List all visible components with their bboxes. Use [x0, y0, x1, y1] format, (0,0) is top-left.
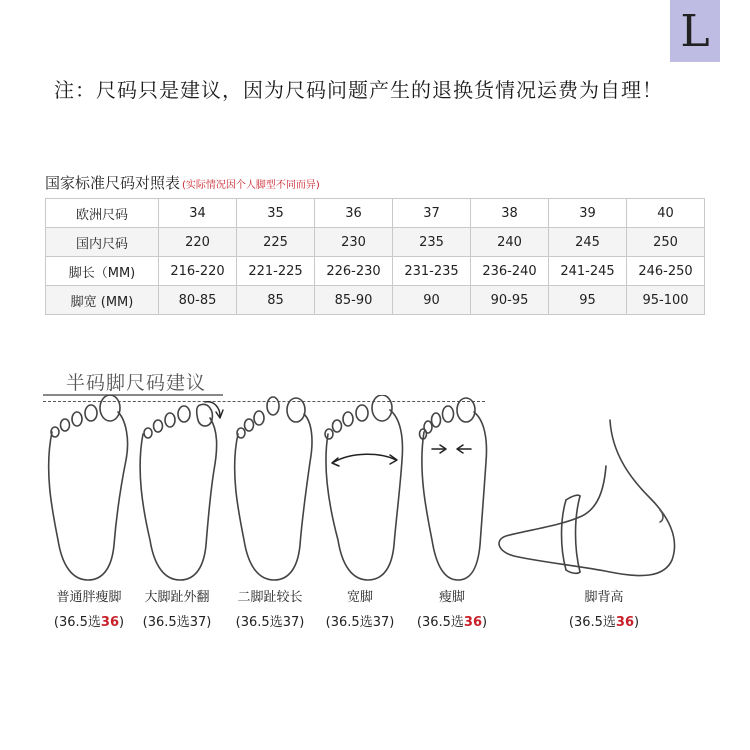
note-prefix: (36.5选: [235, 615, 283, 630]
note-prefix: (36.5选: [142, 615, 190, 630]
table-row-width: [46, 286, 705, 315]
row-label: 欧洲尺码: [46, 199, 159, 228]
foot-label-bunion: 大脚趾外翻: [144, 590, 210, 605]
table-cell: 236-240: [471, 257, 549, 286]
table-cell: 250: [627, 228, 705, 257]
normal-foot-icon: [49, 395, 128, 580]
return-notice: 注：尺码只是建议，因为尺码问题产生的退换货情况运费为自理！: [54, 78, 663, 102]
table-cell: 225: [237, 228, 315, 257]
table-cell: 221-225: [237, 257, 315, 286]
table-cell: 39: [549, 199, 627, 228]
note-value: 36: [615, 615, 635, 630]
foot-label-high-instep: 脚背高: [584, 590, 624, 605]
long-second-toe-foot-icon: [235, 397, 312, 580]
foot-note-narrow: [397, 611, 507, 630]
note-suffix: ): [206, 615, 212, 630]
table-cell: 90-95: [471, 286, 549, 315]
note-suffix: ): [482, 615, 488, 630]
note-suffix: ): [119, 615, 125, 630]
table-cell: 246-250: [627, 257, 705, 286]
table-cell: 95: [549, 286, 627, 315]
row-label: 国内尺码: [46, 228, 159, 257]
size-badge: L: [670, 0, 720, 62]
table-cell: 216-220: [159, 257, 237, 286]
wide-foot-icon: [325, 395, 403, 580]
foot-label-narrow: 瘦脚: [438, 590, 465, 605]
row-label: 脚宽 (MM): [46, 286, 159, 315]
note-prefix: (36.5选: [416, 615, 464, 630]
table-cell: 85: [237, 286, 315, 315]
narrow-foot-icon: [420, 398, 487, 580]
foot-illustrations: [0, 395, 750, 595]
table-cell: 35: [237, 199, 315, 228]
table-cell: 34: [159, 199, 237, 228]
note-value: 37: [372, 615, 390, 630]
table-cell: 241-245: [549, 257, 627, 286]
size-table-title: [45, 172, 320, 193]
foot-label-wide: 宽脚: [346, 590, 373, 605]
half-size-title: 半码脚尺码建议: [66, 372, 207, 394]
table-cell: 36: [315, 199, 393, 228]
table-cell: 95-100: [627, 286, 705, 315]
table-row-length: [46, 257, 705, 286]
table-cell: 235: [393, 228, 471, 257]
foot-label-normal: 普通胖瘦脚: [56, 590, 122, 605]
table-cell: 240: [471, 228, 549, 257]
note-prefix: (36.5选: [325, 615, 373, 630]
bunion-foot-icon: [140, 402, 223, 580]
note-prefix: (36.5选: [53, 615, 101, 630]
table-cell: 230: [315, 228, 393, 257]
table-cell: 90: [393, 286, 471, 315]
note-value: 37: [282, 615, 300, 630]
table-cell: 220: [159, 228, 237, 257]
size-table-subtitle: (实际情况因个人脚型不同而异): [182, 180, 320, 191]
table-cell: 38: [471, 199, 549, 228]
table-cell: 226-230: [315, 257, 393, 286]
note-suffix: ): [299, 615, 305, 630]
table-row-eu: [46, 199, 705, 228]
table-cell: 80-85: [159, 286, 237, 315]
note-value: 36: [463, 615, 483, 630]
size-chart-table: [45, 198, 705, 315]
table-cell: 231-235: [393, 257, 471, 286]
foot-label-long-toe: 二脚趾较长: [237, 590, 303, 605]
note-suffix: ): [389, 615, 395, 630]
note-value: 37: [189, 615, 207, 630]
table-cell: 85-90: [315, 286, 393, 315]
note-suffix: ): [634, 615, 640, 630]
high-instep-foot-icon: [499, 420, 675, 576]
note-value: 36: [100, 615, 120, 630]
note-prefix: (36.5选: [568, 615, 616, 630]
table-row-cn: [46, 228, 705, 257]
size-table-title-text: 国家标准尺码对照表: [45, 174, 181, 192]
foot-note-high-instep: [549, 611, 659, 630]
table-cell: 40: [627, 199, 705, 228]
row-label: 脚长（MM): [46, 257, 159, 286]
table-cell: 245: [549, 228, 627, 257]
table-cell: 37: [393, 199, 471, 228]
